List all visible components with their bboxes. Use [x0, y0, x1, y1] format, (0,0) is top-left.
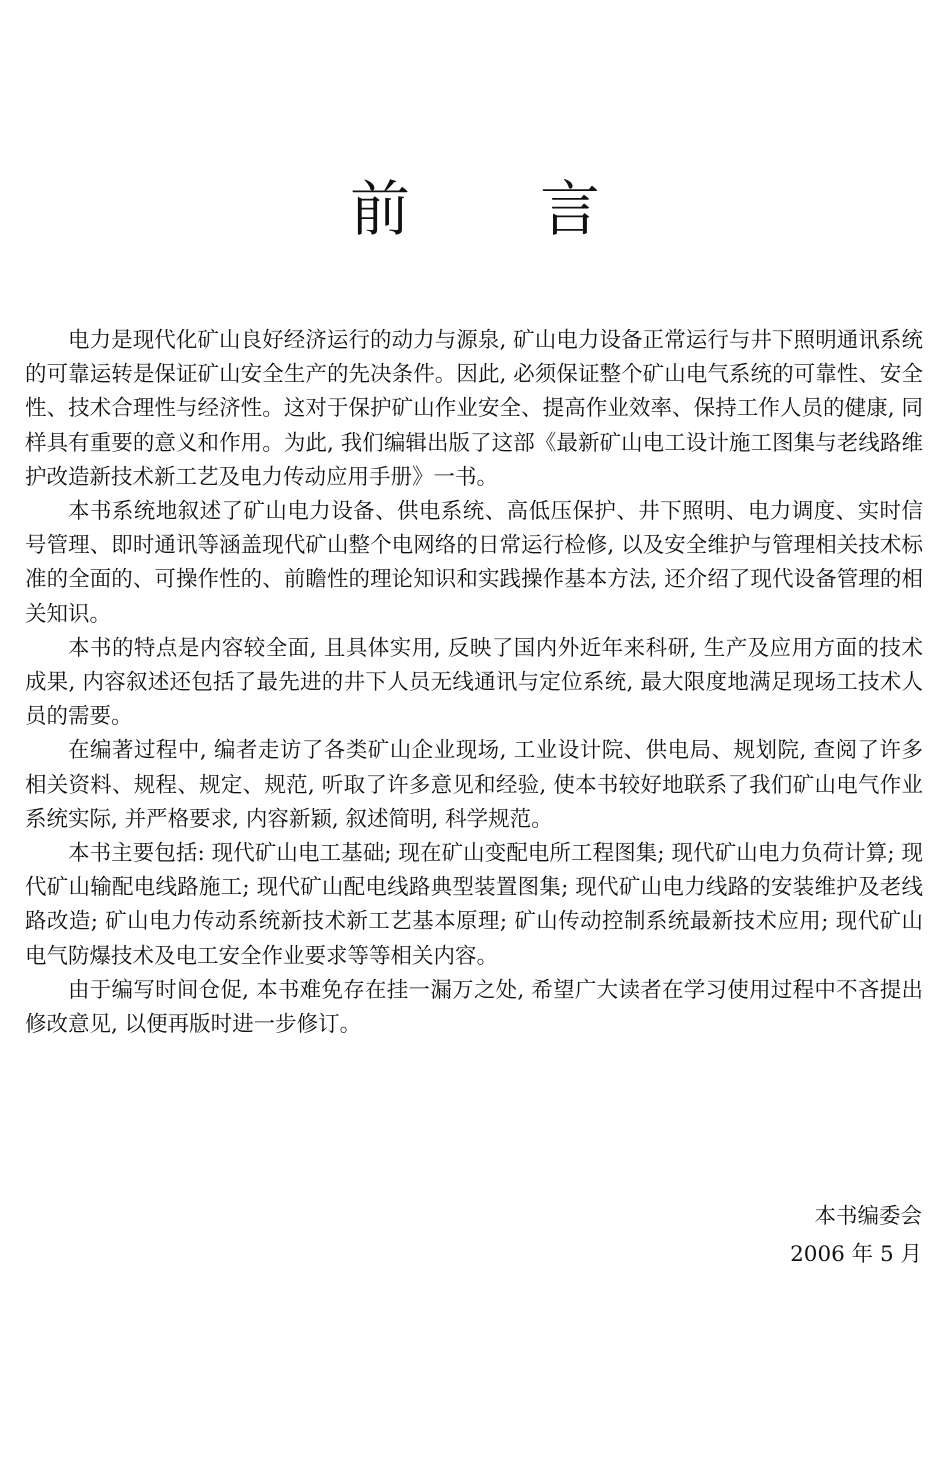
paragraph-5: 本书主要包括: 现代矿山电工基础; 现在矿山变配电所工程图集; 现代矿山电力负荷计算; 现代矿山输配电线路施工; 现代矿山配电线路典型装置图集; 现代矿山电力线路的安装维护及老线路改造; 矿山电力传动系统新技术新工艺基本原理; 矿山传动控制系统最新技术应用; 现代矿山电气防爆技术及电工安全作业要求等等相关内容。 [25, 841, 923, 969]
paragraph-4: 在编著过程中, 编者走访了各类矿山企业现场, 工业设计院、供电局、规划院, 查阅了许多相关资料、规程、规定、规范, 听取了许多意见和经验, 使本书较好地联系了我们矿山电气作业系统实际, 并严格要求, 内容新颖, 叙述简明, 科学规范。 [25, 738, 923, 832]
paragraph-3: 本书的特点是内容较全面, 且具体实用, 反映了国内外近年来科研, 生产及应用方面的技术成果, 内容叙述还包括了最先进的井下人员无线通讯与定位系统, 最大限度地满足现场工技术人员的需要。 [25, 635, 923, 730]
paragraph-6: 由于编写时间仓促, 本书难免存在挂一漏万之处, 希望广大读者在学习使用过程中不吝提出修改意见, 以便再版时进一步修订。 [25, 977, 923, 1038]
signature-date: 2006 年 5 月 [790, 1242, 922, 1267]
paragraph-2: 本书系统地叙述了矿山电力设备、供电系统、高低压保护、井下照明、电力调度、实时信号管理、即时通讯等涵盖现代矿山整个电网络的日常运行检修, 以及安全维护与管理相关技术标准的全面的、可操作性的、前瞻性的理论知识和实践操作基本方法, 还介绍了现代设备管理的相关知识。 [25, 499, 923, 627]
page-title: 前言 [350, 175, 730, 245]
preface-body [25, 324, 923, 1042]
paragraph-1: 电力是现代化矿山良好经济运行的动力与源泉, 矿山电力设备正常运行与井下照明通讯系统的可靠运转是保证矿山安全生产的先决条件。因此, 必须保证整个矿山电气系统的可靠性、安全性、技术合理性与经济性。这对于保护矿山作业安全、提高作业效率、保持工作人员的健康, 同样具有重要的意义和作用。为此, 我们编辑出版了这部《最新矿山电工设计施工图集与老线路维护改造新技术新工艺及电力传动应用手册》一书。 [25, 328, 923, 490]
signature-author: 本书编委会 [814, 1204, 922, 1229]
signature-block [790, 1198, 922, 1274]
